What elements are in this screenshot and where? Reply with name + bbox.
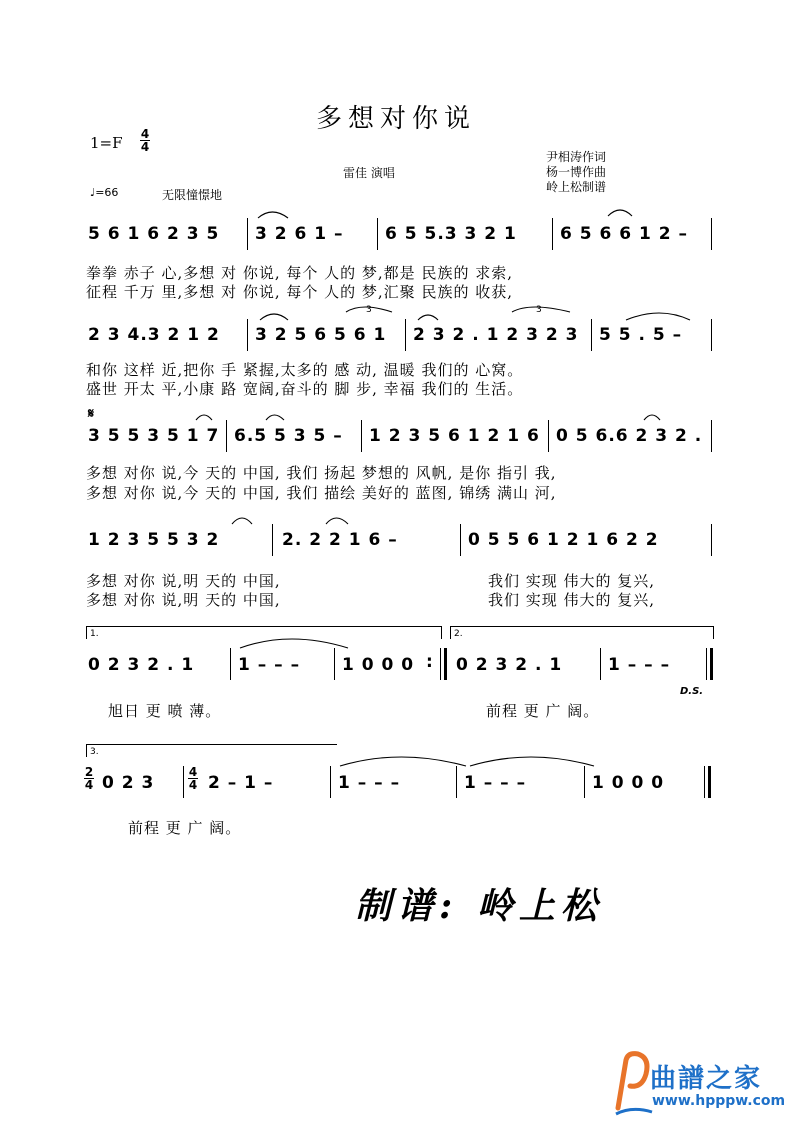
measure: 5 5 . 5 – [599,325,683,345]
measure: 6 5 6 6 1 2 – [560,224,688,244]
measure: 3 2 6 1 – [255,224,344,244]
measure: 1 0 0 0 [592,773,665,793]
segno-sign: 𝄋 [88,406,95,422]
barline [247,218,248,250]
lyric-line-1: 多想 对你 说,明 天的 中国, [86,572,281,590]
volta-bracket-2 [450,626,714,639]
watermark-url: www.hpppw.com [652,1093,786,1109]
final-barline [708,766,711,798]
lyric-ending-3: 前程 更 广 阔。 [128,819,242,837]
barline [460,524,461,556]
measure: 6 5 5.3 3 2 1 [385,224,517,244]
barline [548,420,549,452]
triplet-number: 3 [536,305,542,315]
barline [711,218,712,250]
composer-credit: 杨一博作曲 [546,165,607,179]
repeat-barline [440,648,441,680]
barline [183,766,184,798]
measure: 3 5 5 3 5 1 7 [88,426,220,446]
triplet-bracket [512,307,570,312]
lyric-ending-2: 前程 更 广 阔。 [486,702,600,720]
barline [230,648,231,680]
triplet-bracket [346,307,392,312]
lyric-line-1: 和你 这样 近,把你 手 紧握,太多的 感 动, 温暖 我们的 心窝。 [86,361,524,379]
barline [711,524,712,556]
measure: 1 – – – [238,655,301,675]
singer-credit: 雷佳 演唱 [343,166,395,180]
slur [258,212,288,218]
lyric-line-2: 多想 对你 说,明 天的 中国, [86,591,281,609]
barline [361,420,362,452]
barline [552,218,553,250]
time-signature: 4 4 [140,127,150,154]
slur [608,210,632,216]
lyricist-credit: 尹相涛作词 [546,150,607,164]
measure: 0 2 3 2 . 1 [456,655,563,675]
measure: 0 2 3 2 . 1 [88,655,195,675]
lyric-line-1: 多想 对你 说,今 天的 中国, 我们 扬起 梦想的 风帆, 是你 指引 我, [86,464,557,482]
author-credits [546,150,606,195]
tie [240,639,348,648]
measure: 0 5 5 6 1 2 1 6 2 2 [468,530,659,550]
slur [626,313,690,320]
barline [711,420,712,452]
barline [272,524,273,556]
measure: 1 – – – [464,773,527,793]
barline [377,218,378,250]
measure: 0 2 3 [102,773,155,793]
measure: 1 – – – [608,655,671,675]
lyric-line-1-cont: 我们 实现 伟大的 复兴, [488,572,656,590]
repeat-barline-thick [444,648,447,680]
song-title: 多想对你说 [315,104,476,134]
slur [232,518,252,524]
slur [266,415,284,420]
slur [260,314,288,320]
volta-label-2: 2. [454,629,463,639]
barline [405,319,406,351]
repeat-dots: : [426,652,434,672]
measure: 2 3 4.3 2 1 2 [88,325,220,345]
measure: 6.5 5 3 5 – [234,426,343,446]
tie [470,757,594,766]
barline [704,766,705,798]
dal-segno-mark: D.S. [680,686,704,697]
measure: 2. 2 2 1 6 – [282,530,398,550]
barline [591,319,592,351]
measure: 0 5 6.6 2 3 2 . [556,426,703,446]
measure: 1 2 3 5 5 3 2 [88,530,220,550]
arranger-signature: 制谱: 岭上松 [355,885,603,927]
arranger-credit: 岭上松制谱 [546,180,607,194]
lyric-ending-1: 旭日 更 喷 薄。 [108,702,222,720]
measure: 1 2 3 5 6 1 2 1 6 [369,426,540,446]
barline [226,420,227,452]
barline [334,648,335,680]
measure: 2 3 2 . 1 2 3 2 3 [413,325,579,345]
measure: 5 6 1 6 2 3 5 [88,224,220,244]
barline [330,766,331,798]
key-signature: 1=F [90,134,123,152]
measure: 3 2 5 6 5 6 1 [255,325,387,345]
final-barline [710,648,713,680]
slur [196,415,212,420]
lyric-line-2: 多想 对你 说,今 天的 中国, 我们 描绘 美好的 蓝图, 锦绣 满山 河, [86,484,557,502]
volta-label-3: 3. [90,747,99,757]
barline [456,766,457,798]
volta-label-1: 1. [90,629,99,639]
slur [644,415,660,420]
slur [326,518,348,524]
barline [584,766,585,798]
triplet-number: 3 [366,305,372,315]
volta-bracket-3 [86,744,337,757]
measure: 2 – 1 – [208,773,274,793]
slur [418,315,438,320]
time-signature-4-4: 4 4 [188,765,198,792]
watermark-name: 曲譜之家 [650,1064,763,1094]
time-signature-2-4: 2 4 [84,765,94,792]
barline [706,648,707,680]
tie [340,757,466,766]
barline [711,319,712,351]
barline [247,319,248,351]
barline [600,648,601,680]
lyric-line-2-cont: 我们 实现 伟大的 复兴, [488,591,656,609]
measure: 1 0 0 0 [342,655,415,675]
lyric-line-1: 拳拳 赤子 心,多想 对 你说, 每个 人的 梦,都是 民族的 求索, [86,264,513,282]
lyric-line-2: 征程 千万 里,多想 对 你说, 每个 人的 梦,汇聚 民族的 收获, [86,283,513,301]
tempo-marking: ♩=66 [90,186,119,199]
lyric-line-2: 盛世 开太 平,小康 路 宽阔,奋斗的 脚 步, 幸福 我们的 生活。 [86,380,524,398]
expression-marking: 无限憧憬地 [162,188,223,202]
volta-bracket-1 [86,626,442,639]
measure: 1 – – – [338,773,401,793]
